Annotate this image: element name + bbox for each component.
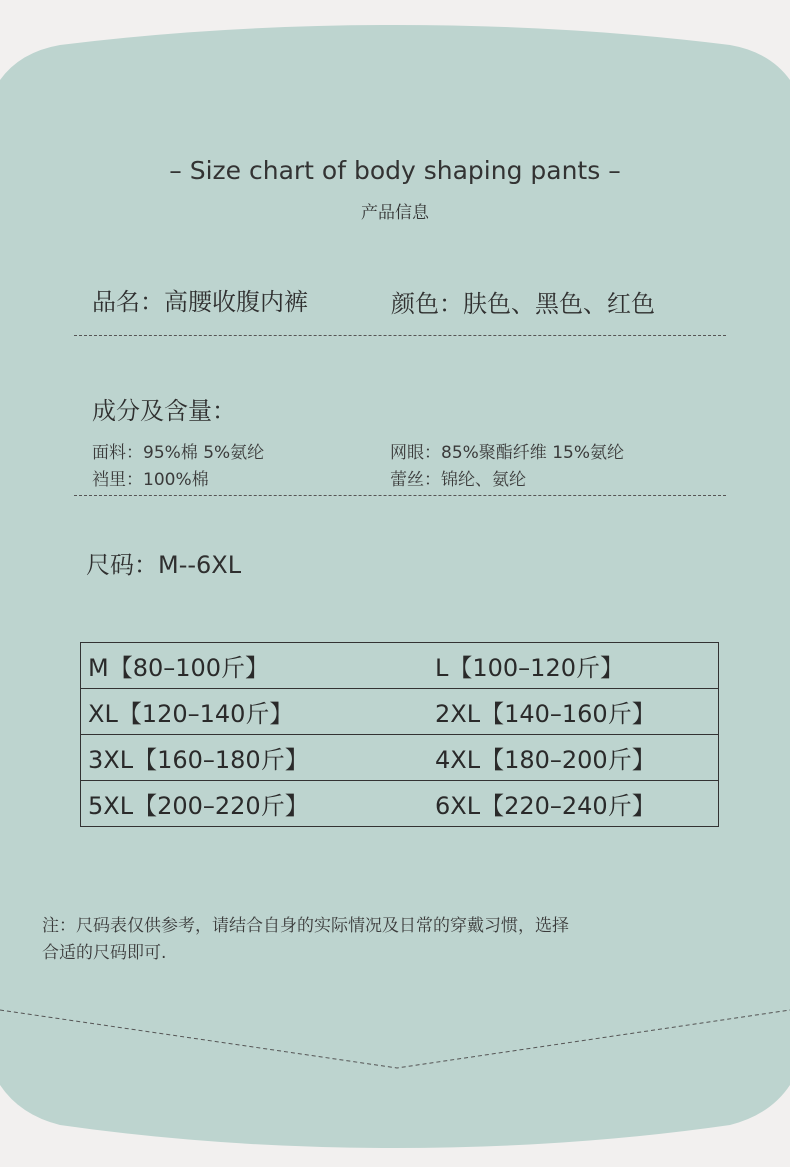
size-cell: 5XL【200–220斤】: [81, 781, 429, 827]
size-table: [80, 642, 719, 827]
crotch-lining-info: 裆里：100%棉: [92, 470, 209, 490]
page-subtitle: 产品信息: [361, 203, 429, 223]
divider: [74, 495, 726, 496]
note-line-1: 注：尺码表仅供参考，请结合自身的实际情况及日常的穿戴习惯，选择: [42, 916, 569, 936]
size-cell: XL【120–140斤】: [81, 689, 429, 735]
mesh-info: 网眼：85%聚酯纤维 15%氨纶: [390, 443, 624, 463]
size-cell: 4XL【180–200斤】: [428, 735, 719, 781]
card-shape: [0, 25, 790, 1148]
size-cell: 3XL【160–180斤】: [81, 735, 429, 781]
size-cell: M【80–100斤】: [81, 643, 429, 689]
table-row: [81, 781, 719, 827]
table-row: [81, 689, 719, 735]
size-cell: L【100–120斤】: [428, 643, 719, 689]
divider: [74, 335, 726, 336]
size-range: 尺码：M--6XL: [86, 551, 242, 579]
page-title: – Size chart of body shaping pants –: [169, 156, 621, 185]
size-cell: 2XL【140–160斤】: [428, 689, 719, 735]
composition-heading: 成分及含量：: [92, 397, 236, 425]
table-row: [81, 735, 719, 781]
size-cell: 6XL【220–240斤】: [428, 781, 719, 827]
note-line-2: 合适的尺码即可.: [42, 943, 167, 963]
product-color: 颜色：肤色、黑色、红色: [391, 290, 655, 318]
table-row: [81, 643, 719, 689]
fabric-info: 面料：95%棉 5%氨纶: [92, 443, 265, 463]
product-name: 品名：高腰收腹内裤: [92, 288, 308, 316]
lace-info: 蕾丝：锦纶、氨纶: [390, 470, 526, 490]
